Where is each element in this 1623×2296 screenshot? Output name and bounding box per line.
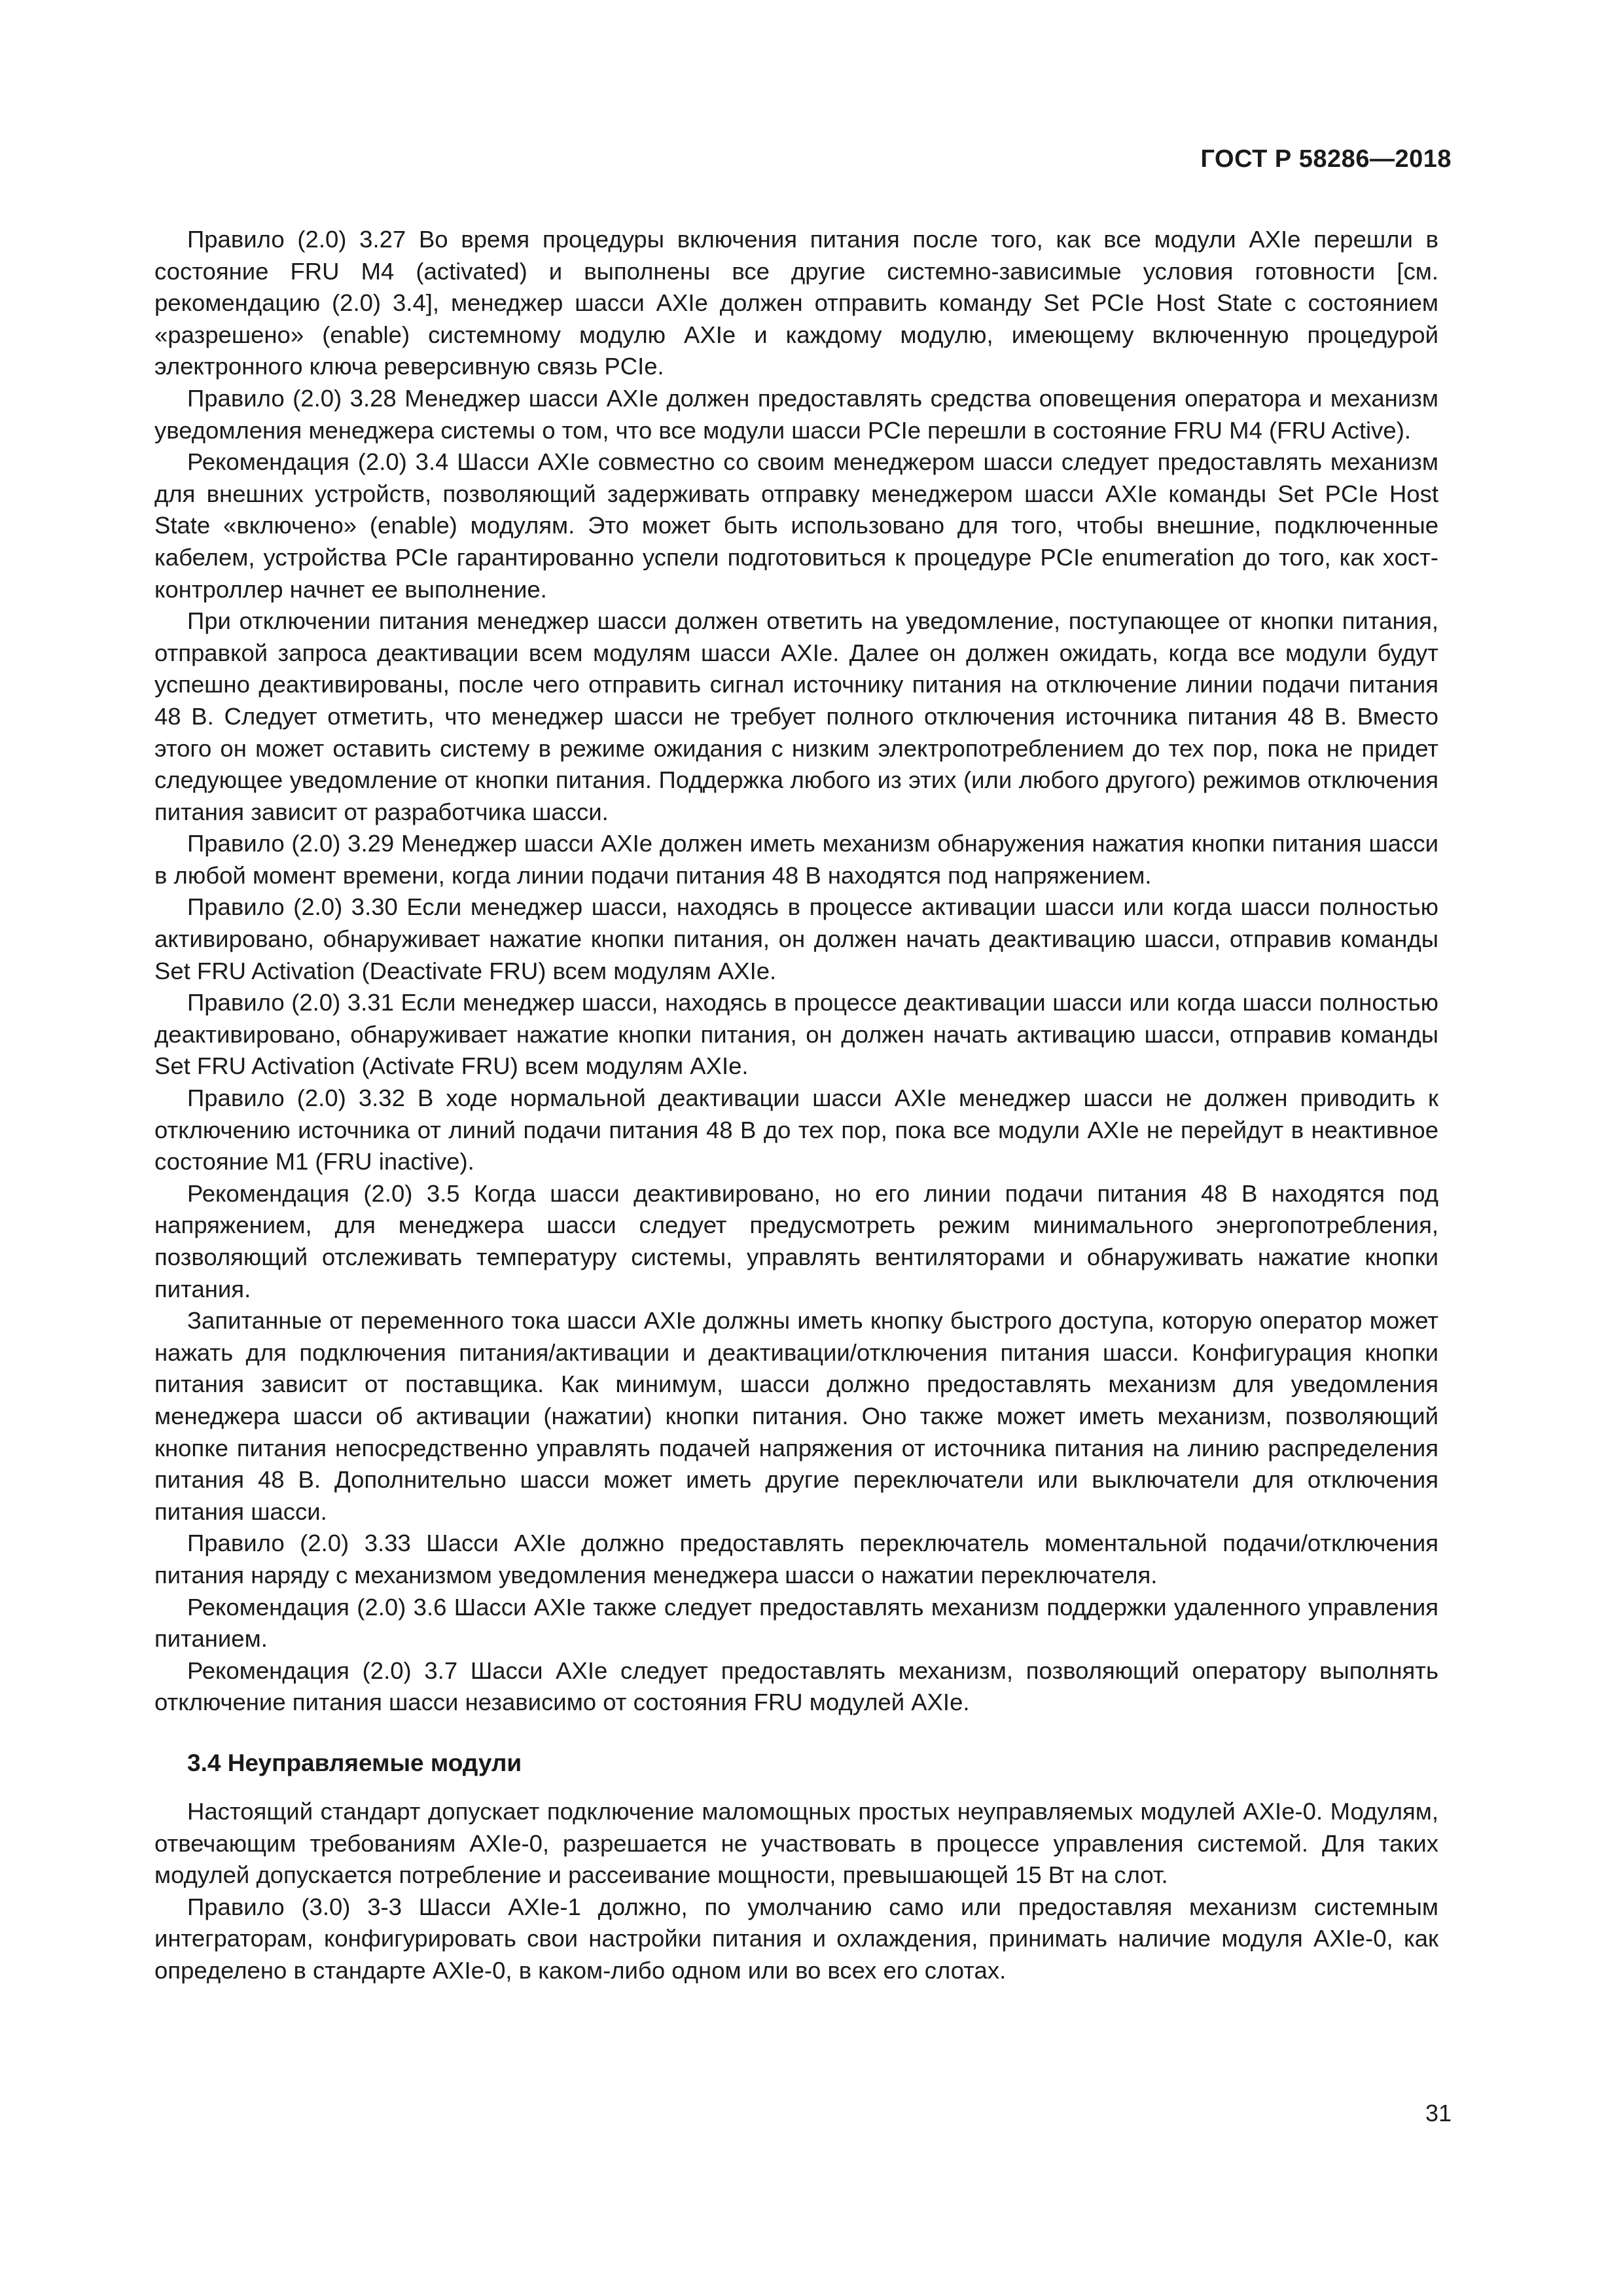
paragraph-rule-3-28: Правило (2.0) 3.28 Менеджер шасси AXIe должен предоставлять средства оповещения оператора и механизм уведомления менеджера системы о том, что все модули шасси PCIe перешли в состояние FRU M4 (FRU Active). xyxy=(154,384,1438,444)
paragraph-rule-3-27: Правило (2.0) 3.27 Во время процедуры включения питания после того, как все модули AXIe перешли в состояние FRU M4 (activated) и выполнены все другие системно-зависимые условия готовности [см. рекомендацию (2.0) 3.4], менеджер шасси AXIe должен отправить команду Set PCIe Host State с состоянием «разрешено» (enable) системному модулю AXIe и каждому модулю, имеющему включенную процедурой электронного ключа реверсивную связь PCIe. xyxy=(154,226,1438,380)
paragraph-rule-3-30: Правило (2.0) 3.30 Если менеджер шасси, находясь в процессе активации шасси или когда шасси полностью активировано, обнаруживает нажатие кнопки питания, он должен начать деактивацию шасси, отправив команды Set FRU Activation (Deactivate FRU) всем модулям AXIe. xyxy=(154,893,1438,984)
section-heading-3-4: 3.4 Неуправляемые модули xyxy=(187,1749,522,1776)
paragraph-recommendation-3-7: Рекомендация (2.0) 3.7 Шасси AXIe следует предоставлять механизм, позволяющий оператору выполнять отключение питания шасси независимо от состояния FRU модулей AXIe. xyxy=(154,1657,1438,1716)
paragraph-rule-3-3: Правило (3.0) 3-3 Шасси AXIe-1 должно, по умолчанию само или предоставляя механизм системным интеграторам, конфигурировать свои настройки питания и охлаждения, принимать наличие модуля AXIe-0, как определено в стандарте AXIe-0, в каком-либо одном или во всех его слотах. xyxy=(154,1893,1438,1984)
paragraph-rule-3-33: Правило (2.0) 3.33 Шасси AXIe должно предоставлять переключатель моментальной подачи/отключения питания наряду с механизмом уведомления менеджера шасси о нажатии переключателя. xyxy=(154,1530,1438,1588)
paragraph-power-off-description: При отключении питания менеджер шасси должен ответить на уведомление, поступающее от кнопки питания, отправкой запроса деактивации всем модулям шасси AXIe. Далее он должен ожидать, когда все модули будут успешно деактивированы, после чего отправить сигнал источнику питания на отключение линии подачи питания 48 В. Следует отметить, что менеджер шасси не требует полного отключения источника питания 48 В. Вместо этого он может оставить систему в режиме ожидания с низким электропотреблением до тех пор, пока не придет следующее уведомление от кнопки питания. Поддержка любого из этих (или любого другого) режимов отключения питания зависит от разработчика шасси. xyxy=(154,607,1438,825)
paragraph-rule-3-29: Правило (2.0) 3.29 Менеджер шасси AXIe должен иметь механизм обнаружения нажатия кнопки питания шасси в любой момент времени, когда линии подачи питания 48 В находятся под напряжением. xyxy=(154,830,1438,889)
paragraph-axie-0-modules: Настоящий стандарт допускает подключение маломощных простых неуправляемых модулей AXIe-0. Модулям, отвечающим требованиям AXIe-0, разрешается не участвовать в процессе управления системой. Для таких модулей допускается потребление и рассеивание мощности, превышающей 15 Вт на слот. xyxy=(154,1797,1438,1889)
paragraph-ac-chassis-button: Запитанные от переменного тока шасси AXIe должны иметь кнопку быстрого доступа, которую оператор может нажать для подключения питания/активации и деактивации/отключения питания шасси. Конфигурация кнопки питания зависит от поставщика. Как минимум, шасси должно предоставлять механизм для уведомления менеджера шасси об активации (нажатии) кнопки питания. Оно также может иметь механизм, позволяющий кнопке питания непосредственно управлять подачей напряжения от источника питания на линию распределения питания 48 В. Дополнительно шасси может иметь другие переключатели или выключатели для отключения питания шасси. xyxy=(154,1307,1438,1525)
paragraph-rule-3-31: Правило (2.0) 3.31 Если менеджер шасси, находясь в процессе деактивации шасси или когда шасси полностью деактивировано, обнаруживает нажатие кнопки питания, он должен начать активацию шасси, отправив команды Set FRU Activation (Activate FRU) всем модулям AXIe. xyxy=(154,989,1438,1080)
paragraph-recommendation-3-4: Рекомендация (2.0) 3.4 Шасси AXIe совместно со своим менеджером шасси следует предоставлять механизм для внешних устройств, позволяющий задерживать отправку менеджером шасси AXIe команды Set PCIe Host State «включено» (enable) модулям. Это может быть использовано для того, чтобы внешние, подключенные кабелем, устройства PCIe гарантированно успели подготовиться к процедуре PCIe enumeration до того, как хост-контроллер начнет ее выполнение. xyxy=(154,448,1438,603)
document-code-header: ГОСТ Р 58286—2018 xyxy=(1200,145,1452,173)
page-number: 31 xyxy=(1425,2100,1452,2126)
paragraph-recommendation-3-6: Рекомендация (2.0) 3.6 Шасси AXIe также следует предоставлять механизм поддержки удаленного управления питанием. xyxy=(154,1593,1438,1653)
paragraph-rule-3-32: Правило (2.0) 3.32 В ходе нормальной деактивации шасси AXIe менеджер шасси не должен приводить к отключению источника от линий подачи питания 48 В до тех пор, пока все модули AXIe не перейдут в неактивное состояние M1 (FRU inactive). xyxy=(154,1085,1438,1175)
paragraph-recommendation-3-5: Рекомендация (2.0) 3.5 Когда шасси деактивировано, но его линии подачи питания 48 В находятся под напряжением, для менеджера шасси следует предусмотреть режим минимального энергопотребления, позволяющий отслеживать температуру системы, управлять вентиляторами и обнаруживать нажатие кнопки питания. xyxy=(154,1179,1438,1302)
document-body xyxy=(154,224,1438,1986)
